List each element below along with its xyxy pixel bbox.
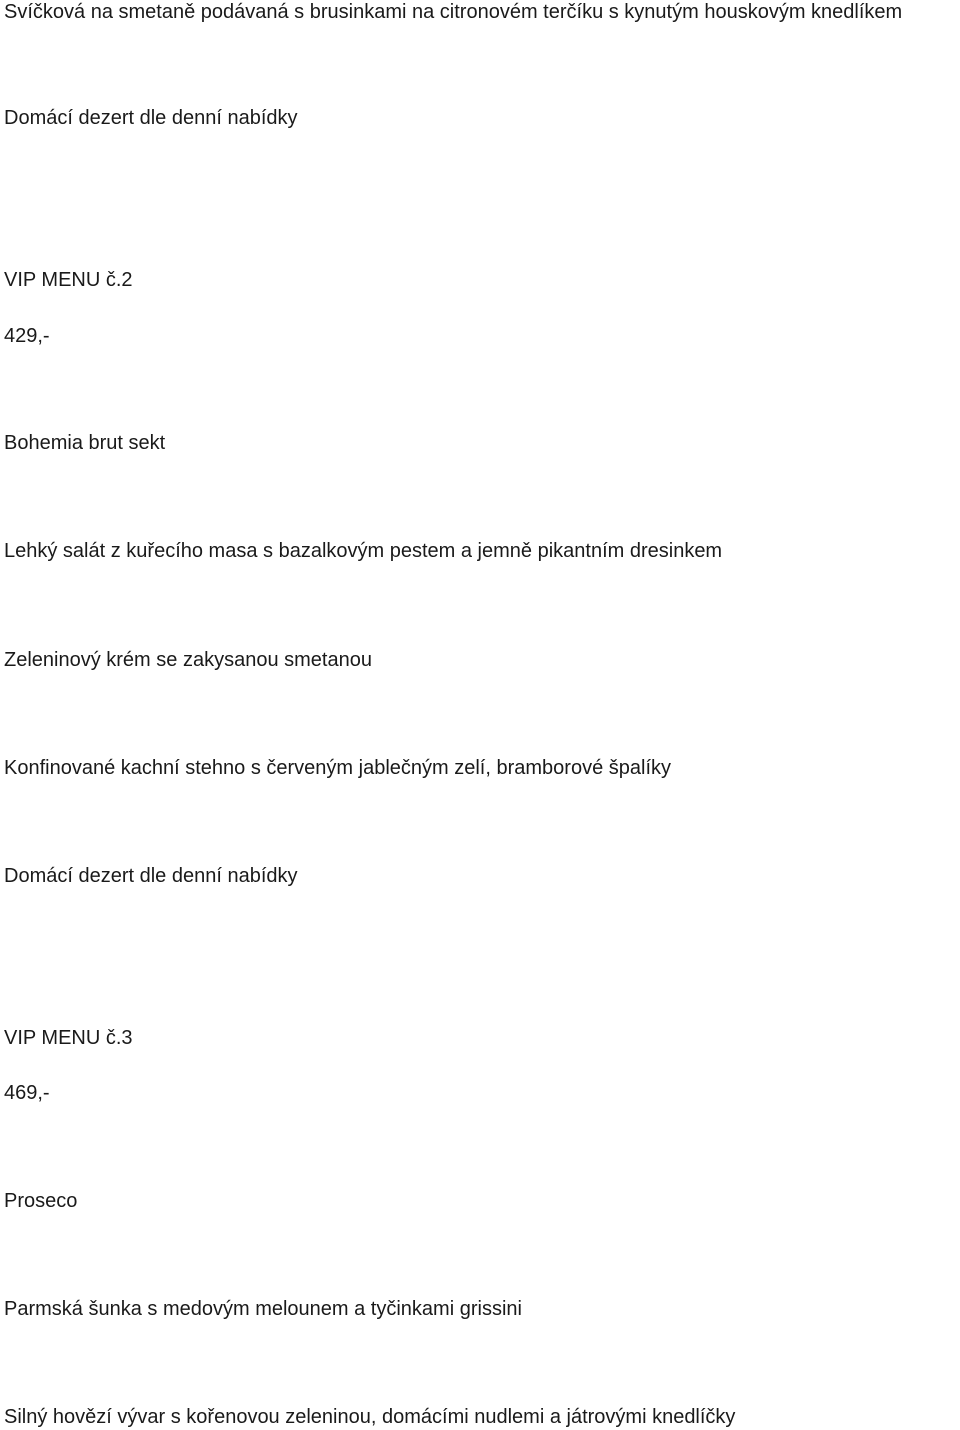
menu-price-vip-2: 429,- [4, 325, 50, 347]
menu-item-parma-ham: Parmská šunka s medovým melounem a tyčinkami grissini [4, 1298, 522, 1320]
menu-item-dessert-2: Domácí dezert dle denní nabídky [4, 865, 298, 887]
menu-item-beef-broth: Silný hovězí vývar s kořenovou zeleninou, domácími nudlemi a játrovými knedlíčky [4, 1406, 736, 1428]
menu-item-vegetable-soup: Zeleninový krém se zakysanou smetanou [4, 649, 372, 671]
menu-item-dessert: Domácí dezert dle denní nabídky [4, 107, 298, 129]
menu-heading-vip-2: VIP MENU č.2 [4, 269, 133, 291]
menu-item-duck-leg: Konfinované kachní stehno s červeným jablečným zelí, bramborové špalíky [4, 757, 672, 779]
menu-price-vip-3: 469,- [4, 1082, 50, 1104]
menu-item-chicken-salad: Lehký salát z kuřecího masa s bazalkovým pestem a jemně pikantním dresinkem [4, 540, 723, 562]
menu-heading-vip-3: VIP MENU č.3 [4, 1027, 133, 1049]
menu-item-proseco: Proseco [4, 1190, 78, 1212]
menu-item-bohemia-sekt: Bohemia brut sekt [4, 432, 166, 454]
menu-item-svickova: Svíčková na smetaně podávaná s brusinkami na citronovém terčíku s kynutým houskovým knedlíkem [4, 1, 903, 23]
